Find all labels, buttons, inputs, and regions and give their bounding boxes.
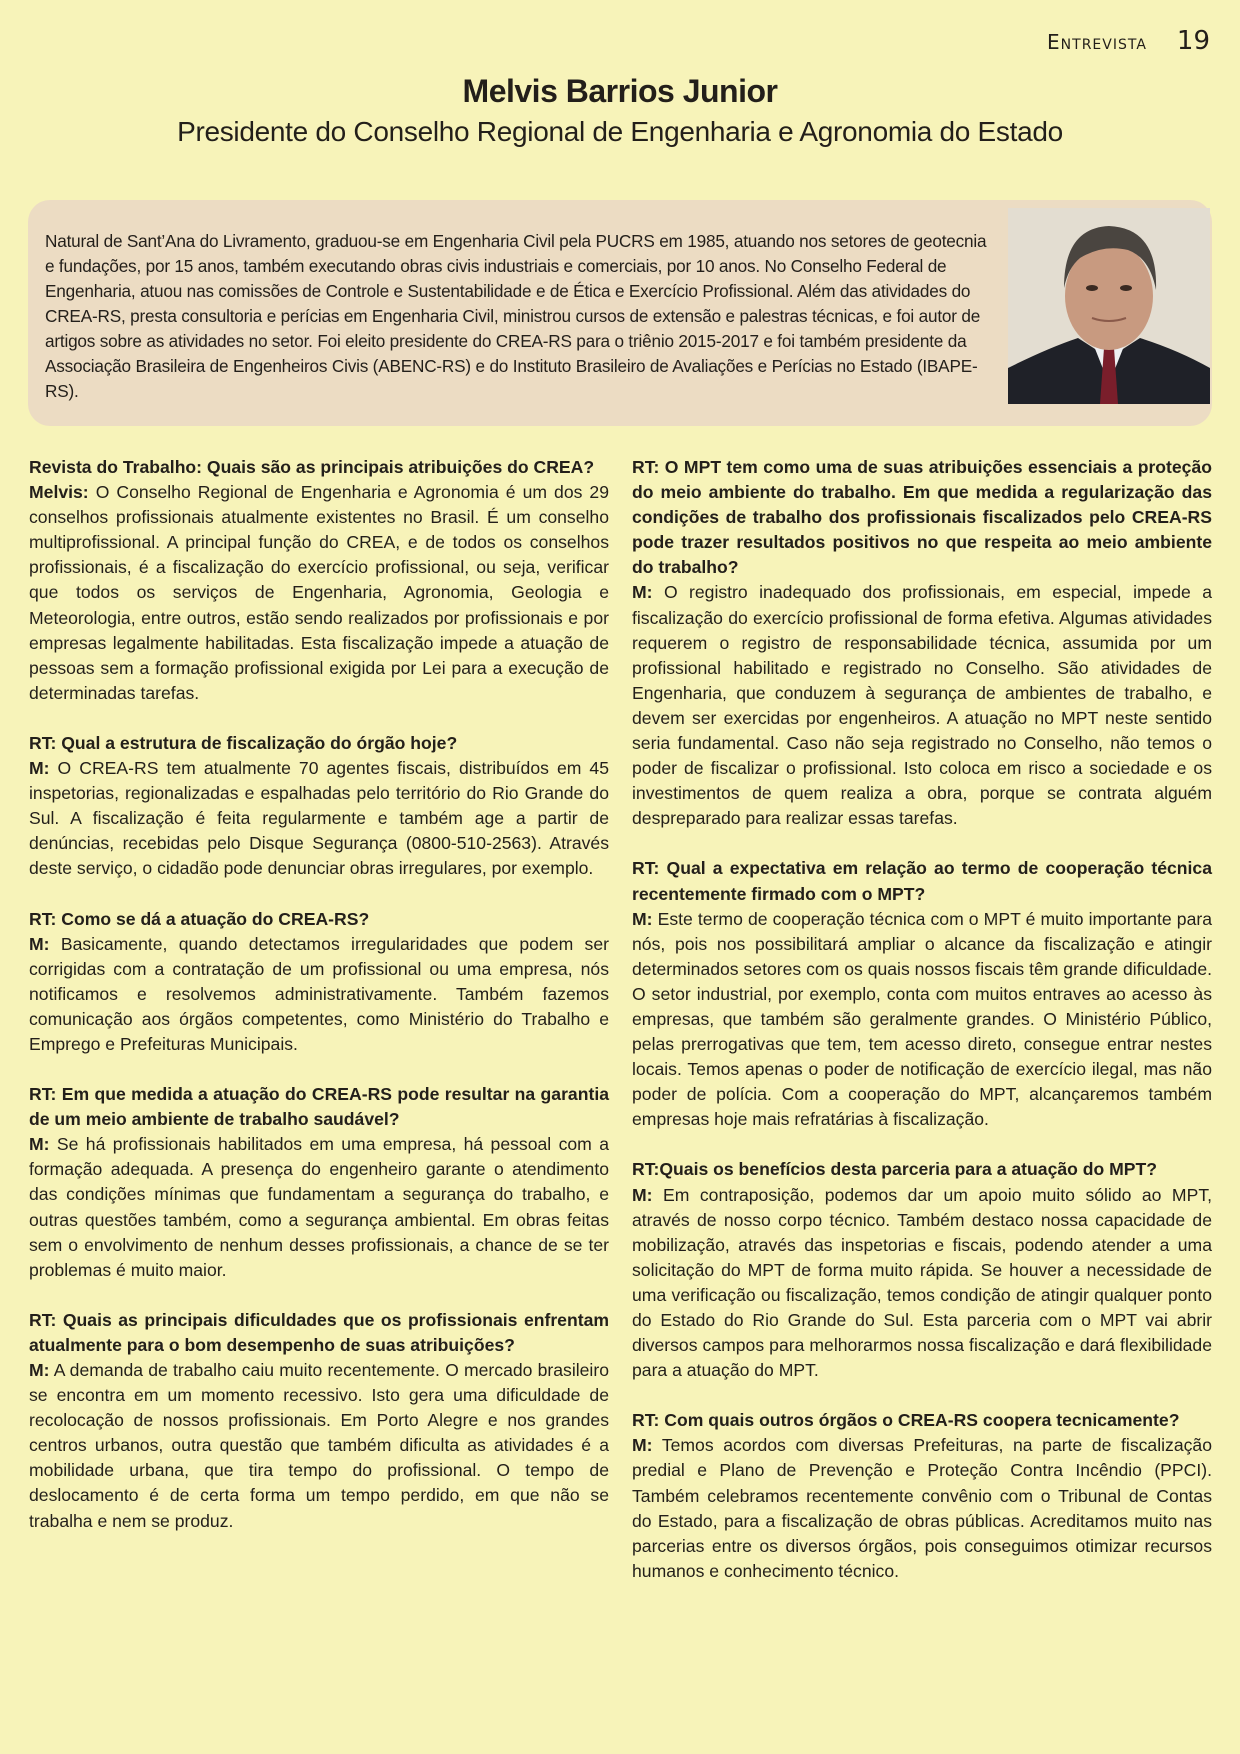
interviewee-role: Presidente do Conselho Regional de Engenharia e Agronomia do Estado — [177, 116, 1063, 147]
qa-item — [29, 731, 609, 882]
answer — [29, 1358, 609, 1534]
answer — [29, 480, 609, 706]
question: RT: Como se dá a atuação do CREA-RS? — [29, 908, 370, 929]
answer-text: Temos acordos com diversas Prefeituras, na parte de fiscalização predial e Plano de Prevenção e Proteção Contra Incêndio (PPCI). Também celebramos recentemente convênio com o Tribunal de Contas do Estado, para a fiscalização de obras públicas. Acreditamos muito nas parcerias entre os diversos órgãos, pois conseguimos otimizar recursos humanos e conhecimento técnico. — [632, 1435, 1212, 1581]
answer — [632, 1183, 1212, 1384]
question: RT: Com quais outros órgãos o CREA-RS coopera tecnicamente? — [632, 1410, 1180, 1431]
interview-column-left — [29, 455, 609, 1559]
section-label: Entrevista — [1047, 30, 1147, 54]
qa-item — [29, 1308, 609, 1534]
qa-item — [632, 1157, 1212, 1383]
answer-text: O Conselho Regional de Engenharia e Agronomia é um dos 29 conselhos profissionais atualmente existentes no Brasil. É um conselho multiprofissional. A principal função do CREA, e de todos os conselhos profissionais, é a fiscalização do exercício profissional, ou seja, verificar que todos os serviços de Engenharia, Agronomia, Geologia e Meteorologia, entre outros, estão sendo realizados por profissionais e por empresas legalmente habilitadas. Esta fiscalização impede a atuação de pessoas sem a formação profissional exigida por Lei para a execução de determinadas tarefas. — [29, 482, 609, 703]
answer-text: Basicamente, quando detectamos irregularidades que podem ser corrigidas com a contratação de um profissional ou uma empresa, nós notificamos e resolvemos administrativamente. Também fazemos comunicação aos órgãos competentes, como Ministério do Trabalho e Emprego e Prefeituras Municipais. — [29, 933, 609, 1054]
answer — [29, 756, 609, 881]
speaker-label: M: — [29, 1134, 50, 1155]
page-header — [1047, 26, 1210, 56]
speaker-label: M: — [632, 908, 653, 929]
page-number: 19 — [1176, 26, 1210, 56]
speaker-label: M: — [632, 1184, 653, 1205]
qa-item — [29, 907, 609, 1058]
title-block — [0, 70, 1240, 150]
speaker-label: Melvis: — [29, 482, 89, 503]
qa-item — [632, 455, 1212, 831]
answer-text: O CREA-RS tem atualmente 70 agentes fiscais, distribuídos em 45 inspetorias, regionalizadas e espalhadas pelo território do Rio Grande do Sul. A fiscalização é feita regularmente e também age a partir de denúncias, recebidas pelo Disque Segurança (0800-510-2563). Através deste serviço, o cidadão pode denunciar obras irregulares, por exemplo. — [29, 758, 609, 879]
qa-item — [29, 1082, 609, 1283]
question: RT: Em que medida a atuação do CREA-RS pode resultar na garantia de um meio ambiente de trabalho saudável? — [29, 1084, 609, 1130]
speaker-label: M: — [632, 1435, 653, 1456]
answer-text: A demanda de trabalho caiu muito recentemente. O mercado brasileiro se encontra em um momento recessivo. Isto gera uma dificuldade de recolocação de nossos profissionais. Em Porto Alegre e nos grandes centros urbanos, outra questão que também dificulta as atividades é a mobilidade urbana, que tira tempo do profissional. O tempo de deslocamento é de certa forma um tempo perdido, em que não se trabalha e nem se produz. — [29, 1360, 609, 1531]
question: RT: O MPT tem como uma de suas atribuições essenciais a proteção do meio ambiente do trabalho. Em que medida a regularização das condições de trabalho dos profissionais fiscalizados pelo CREA-RS pode trazer resultados positivos no que respeita ao meio ambiente do trabalho? — [632, 457, 1212, 578]
portrait-photo — [1008, 208, 1210, 404]
question: RT: Qual a estrutura de fiscalização do órgão hoje? — [29, 732, 458, 753]
answer-text: Em contraposição, podemos dar um apoio muito sólido ao MPT, através de nosso corpo técnico. Também destaco nossa capacidade de mobilização, através das inspetorias e fiscais, podendo atender a uma solicitação do MPT de forma muito rápida. Se houver a necessidade de uma verificação ou fiscalização, temos condição de atingir qualquer ponto do Estado do Rio Grande do Sul. Esta parceria com o MPT vai abrir diversos campos para melhorarmos nossa fiscalização e dará flexibilidade para a atuação do MPT. — [632, 1184, 1213, 1381]
question: RT:Quais os benefícios desta parceria para a atuação do MPT? — [632, 1159, 1158, 1180]
answer-text: Este termo de cooperação técnica com o MPT é muito importante para nós, pois nos possibilitará ampliar o alcance da fiscalização e atingir determinados setores com os quais nossos fiscais têm grande dificuldade. O setor industrial, por exemplo, conta com muitos entraves ao acesso às empresas, que também são geralmente grandes. O Ministério Público, pelas prerrogativas que tem, tem acesso direto, consegue entrar nestes locais. Temos apenas o poder de notificação de exercício ilegal, mas não poder de polícia. Com a cooperação do MPT, alcançaremos também empresas hoje mais refratárias à fiscalização. — [632, 908, 1212, 1130]
speaker-label: M: — [29, 758, 50, 779]
interview-column-right — [632, 455, 1212, 1609]
answer — [632, 580, 1212, 831]
person-portrait-icon — [1008, 208, 1210, 404]
speaker-label: M: — [632, 582, 653, 603]
question: RT: Qual a expectativa em relação ao termo de cooperação técnica recentemente firmado com o MPT? — [632, 858, 1212, 904]
answer — [632, 1433, 1212, 1584]
answer — [29, 1132, 609, 1283]
answer-text: O registro inadequado dos profissionais, em especial, impede a fiscalização do exercício profissional de forma efetiva. Algumas atividades requerem o registro de responsabilidade técnica, assumida por um profissional habilitado e registrado no Conselho. São atividades de Engenharia, que conduzem à segurança de ambientes de trabalho, e devem ser exercidas por engenheiros. A atuação no MPT neste sentido seria fundamental. Caso não seja registrado no Conselho, não temos o poder de fiscalizar o profissional. Isto coloca em risco a sociedade e os investimentos de quem realiza a obra, porque se contrata alguém despreparado para realizar essas tarefas. — [632, 582, 1212, 829]
qa-item — [632, 1408, 1212, 1584]
qa-item — [632, 856, 1212, 1132]
bio-box — [28, 200, 1212, 426]
speaker-label: M: — [29, 933, 50, 954]
interviewee-name: Melvis Barrios Junior — [462, 73, 778, 109]
qa-item — [29, 455, 609, 706]
question: RT: Quais as principais dificuldades que os profissionais enfrentam atualmente para o bom desempenho de suas atribuições? — [29, 1309, 609, 1355]
question: Revista do Trabalho: Quais são as principais atribuições do CREA? — [29, 457, 595, 477]
speaker-label: M: — [29, 1360, 50, 1380]
answer-text: Se há profissionais habilitados em uma empresa, há pessoal com a formação adequada. A presença do engenheiro garante o atendimento das condições mínimas que fundamentam a segurança do trabalho, e outras questões também, como a segurança ambiental. Em obras feitas sem o envolvimento de nenhum desses profissionais, a chance de se ter problemas é muito maior. — [29, 1134, 609, 1280]
answer — [29, 932, 609, 1057]
bio-text: Natural de Sant’Ana do Livramento, graduou-se em Engenharia Civil pela PUCRS em 1985, atuando nos setores de geotecnia e fundações, por 15 anos, também executando obras civis industriais e comerciais, por 10 anos. No Conselho Federal de Engenharia, atuou nas comissões de Controle e Sustentabilidade e de Ética e Exercício Profissional. Além das atividades do CREA-RS, presta consultoria e perícias em Engenharia Civil, ministrou cursos de extensão e palestras técnicas, e foi autor de artigos sobre as atividades no setor. Foi eleito presidente do CREA-RS para o triênio 2015-2017 e foi também presidente da Associação Brasileira de Engenheiros Civis (ABENC-RS) e do Instituto Brasileiro de Avaliações e Perícias no Estado (IBAPE-RS). — [45, 231, 987, 401]
answer — [632, 907, 1212, 1133]
